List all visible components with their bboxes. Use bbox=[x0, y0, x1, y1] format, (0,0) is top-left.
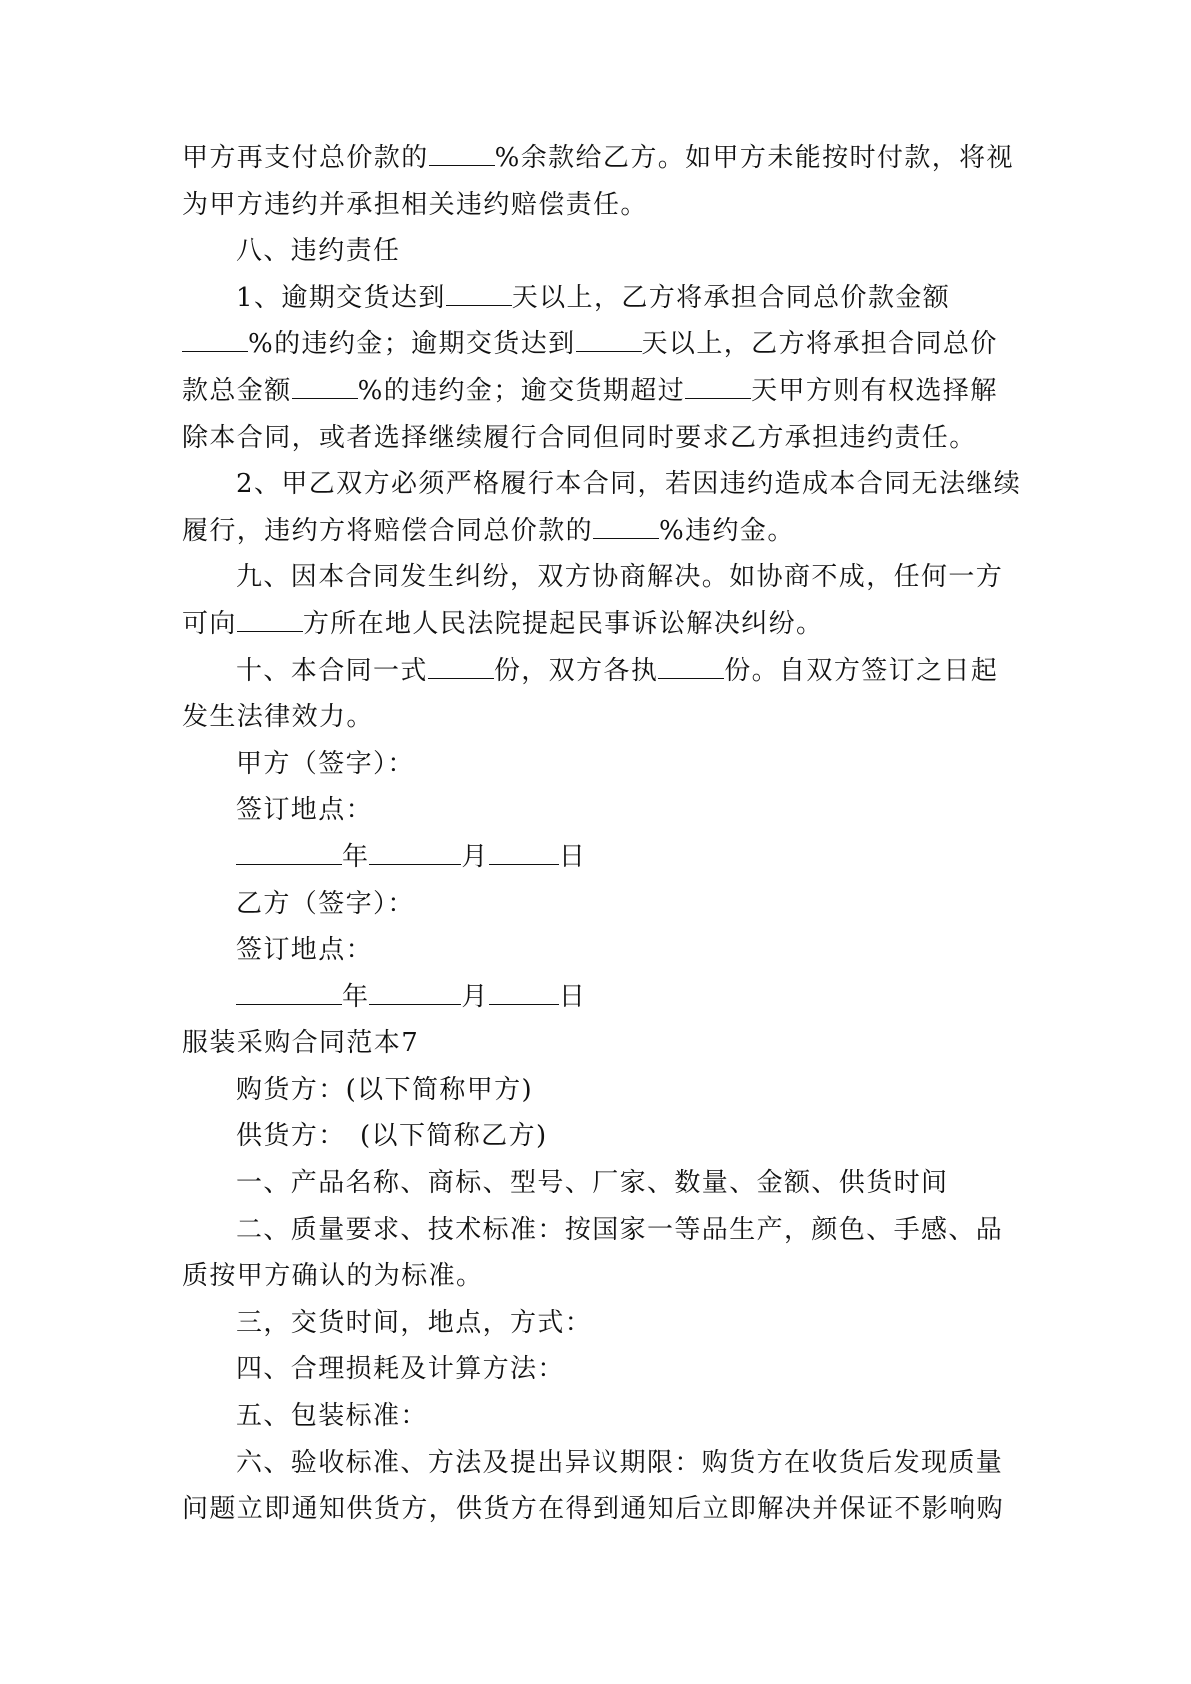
text-segment: 二、质量要求、技术标准：按国家一等品生产，颜色、手感、品 bbox=[236, 1214, 1004, 1245]
text-segment: 签订地点： bbox=[236, 795, 374, 826]
text-line bbox=[182, 974, 1022, 1021]
text-segment: 份，双方各执 bbox=[493, 655, 659, 686]
text-segment: 四、合理损耗及计算方法： bbox=[236, 1354, 565, 1385]
text-line bbox=[182, 1160, 1022, 1207]
fill-in-blank bbox=[429, 141, 495, 166]
text-segment: 供货方： (以下简称乙方) bbox=[236, 1121, 548, 1152]
text-segment: 天以上，乙方将承担合同总价款金额 bbox=[511, 282, 951, 313]
text-line bbox=[182, 182, 1022, 229]
fill-in-blank bbox=[593, 514, 659, 539]
fill-in-blank bbox=[237, 607, 303, 632]
text-line bbox=[182, 321, 1022, 368]
fill-in-blank bbox=[292, 374, 358, 399]
text-segment: 年 bbox=[342, 841, 370, 872]
text-segment: 甲方再支付总价款的 bbox=[182, 143, 429, 173]
fill-in-blank bbox=[369, 840, 461, 865]
text-line bbox=[182, 1020, 1022, 1067]
text-line bbox=[182, 135, 1022, 182]
fill-in-blank bbox=[685, 374, 751, 399]
text-segment: %违约金。 bbox=[659, 515, 795, 546]
fill-in-blank bbox=[236, 980, 342, 1005]
text-segment: 方所在地人民法院提起民事诉讼解决纠纷。 bbox=[302, 608, 824, 639]
text-line bbox=[182, 1346, 1022, 1393]
text-line bbox=[182, 415, 1022, 462]
text-segment: 月 bbox=[461, 841, 489, 872]
text-segment: 发生法律效力。 bbox=[182, 702, 374, 733]
text-line bbox=[182, 508, 1022, 555]
text-segment: 质按甲方确认的为标准。 bbox=[182, 1261, 484, 1292]
text-segment: 款总金额 bbox=[182, 375, 292, 406]
text-line bbox=[182, 1300, 1022, 1347]
text-line bbox=[182, 461, 1022, 508]
fill-in-blank bbox=[658, 654, 724, 679]
text-segment: 年 bbox=[342, 981, 370, 1012]
document-body bbox=[182, 135, 1022, 1533]
text-segment: %的违约金；逾交货期超过 bbox=[357, 375, 686, 406]
text-segment: 除本合同，或者选择继续履行合同但同时要求乙方承担违约责任。 bbox=[182, 422, 977, 453]
text-line bbox=[182, 368, 1022, 415]
text-segment: 日 bbox=[558, 981, 587, 1012]
text-line bbox=[182, 228, 1022, 275]
text-segment: %余款给乙方。如甲方未能按时付款，将视 bbox=[494, 143, 1014, 173]
text-segment: 日 bbox=[558, 841, 587, 872]
text-segment: 一、产品名称、商标、型号、厂家、数量、金额、供货时间 bbox=[236, 1168, 949, 1199]
text-segment: 可向 bbox=[182, 608, 237, 639]
text-segment: 服装采购合同范本7 bbox=[182, 1028, 420, 1059]
fill-in-blank bbox=[576, 327, 642, 352]
text-segment: 乙方（签字）： bbox=[236, 888, 415, 919]
text-segment: 份。自双方签订之日起 bbox=[724, 655, 999, 686]
text-segment: 履行，违约方将赔偿合同总价款的 bbox=[182, 515, 594, 546]
text-line bbox=[182, 881, 1022, 928]
text-segment: 2、甲乙双方必须严格履行本合同，若因违约造成本合同无法继续 bbox=[236, 469, 1022, 500]
text-line bbox=[182, 648, 1022, 695]
text-segment: 1、逾期交货达到 bbox=[236, 282, 446, 313]
text-line bbox=[182, 1253, 1022, 1300]
text-line bbox=[182, 1207, 1022, 1254]
text-line bbox=[182, 1486, 1022, 1533]
text-segment: 十、本合同一式 bbox=[236, 655, 428, 686]
text-segment: 天甲方则有权选择解 bbox=[751, 375, 998, 406]
text-line bbox=[182, 694, 1022, 741]
fill-in-blank bbox=[489, 840, 559, 865]
text-line bbox=[182, 1113, 1022, 1160]
text-line bbox=[182, 741, 1022, 788]
fill-in-blank bbox=[369, 980, 461, 1005]
fill-in-blank bbox=[236, 840, 342, 865]
text-line bbox=[182, 275, 1022, 322]
fill-in-blank bbox=[489, 980, 559, 1005]
text-line bbox=[182, 787, 1022, 834]
text-segment: 九、因本合同发生纠纷，双方协商解决。如协商不成，任何一方 bbox=[236, 562, 1004, 593]
text-segment: 八、违约责任 bbox=[236, 236, 401, 267]
text-line bbox=[182, 834, 1022, 881]
text-segment: 天以上，乙方将承担合同总价 bbox=[641, 329, 998, 360]
text-segment: 五、包装标准： bbox=[236, 1401, 428, 1432]
text-line bbox=[182, 1393, 1022, 1440]
text-line bbox=[182, 554, 1022, 601]
text-segment: 签订地点： bbox=[236, 935, 374, 966]
fill-in-blank bbox=[428, 654, 494, 679]
text-line bbox=[182, 601, 1022, 648]
text-segment: 三，交货时间，地点，方式： bbox=[236, 1307, 593, 1338]
fill-in-blank bbox=[446, 281, 512, 306]
text-line bbox=[182, 1440, 1022, 1487]
text-segment: %的违约金；逾期交货达到 bbox=[248, 329, 576, 360]
fill-in-blank bbox=[182, 327, 248, 352]
text-segment: 六、验收标准、方法及提出异议期限：购货方在收货后发现质量 bbox=[236, 1447, 1004, 1478]
text-segment: 购货方：(以下简称甲方) bbox=[236, 1074, 534, 1105]
text-segment: 问题立即通知供货方，供货方在得到通知后立即解决并保证不影响购 bbox=[182, 1494, 1005, 1525]
text-segment: 为甲方违约并承担相关违约赔偿责任。 bbox=[182, 189, 648, 220]
text-line bbox=[182, 927, 1022, 974]
text-segment: 月 bbox=[461, 981, 489, 1012]
text-line bbox=[182, 1067, 1022, 1114]
text-segment: 甲方（签字）： bbox=[236, 748, 415, 779]
